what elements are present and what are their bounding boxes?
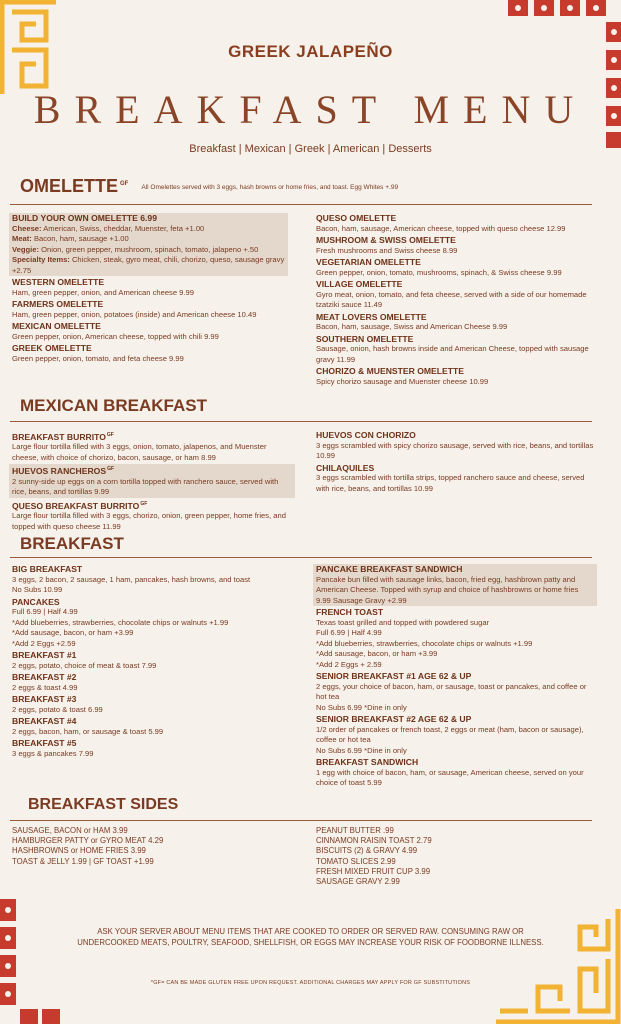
menu-item-name: MUSHROOM & SWISS OMELETTE: [316, 235, 456, 245]
breakfast-heading: BREAKFAST: [20, 534, 124, 553]
menu-item-description: Sausage, onion, hash browns inside and American Cheese, topped with sausage gravy 11.99: [316, 344, 589, 364]
menu-item-option: [12, 234, 285, 245]
menu-item-description: Green pepper, onion, tomato, mushrooms, spinach, & Swiss cheese 9.99: [316, 267, 562, 277]
menu-item-description: Large flour tortilla filled with 3 eggs, onion, tomato, jalapenos, and Muenster cheese, with choice of chorizo, bacon, sausage, or ham 8.99: [12, 442, 267, 462]
menu-item-description: 2 eggs, potato & toast 6.99: [12, 704, 103, 714]
menu-item: [316, 607, 594, 670]
menu-item-name: BIG BREAKFAST: [12, 564, 83, 574]
menu-title: BREAKFAST MENU: [33, 87, 588, 132]
menu-item-option: [12, 255, 285, 276]
side-item: HAMBURGER PATTY or GYRO MEAT 4.29: [12, 836, 164, 846]
menu-item-description: *Add blueberries, strawberries, chocolate chips or walnuts +1.99: [12, 617, 229, 627]
menu-item: [9, 213, 288, 276]
menu-item: [316, 235, 594, 256]
menu-item-description: No Subs 6.99 *Dine in only: [316, 745, 407, 755]
menu-item: [12, 321, 285, 342]
side-item: SAUSAGE, BACON or HAM 3.99: [12, 826, 128, 835]
side-item: FRESH MIXED FRUIT CUP 3.99: [316, 866, 431, 876]
menu-item-name: BREAKFAST #5: [12, 738, 77, 748]
menu-item-description: 3 eggs scrambled with tortilla strips, topped ranchero sauce and cheese, served with rice, beans, and tortillas 10.99: [316, 473, 585, 493]
menu-item-name: HUEVOS $RANCHEROS^{GF}$: [12, 466, 115, 477]
menu-item: [316, 714, 594, 756]
sides-divider: [10, 820, 592, 821]
menu-item-description: Full 6.99 | Half 4.99: [12, 607, 78, 616]
side-item: TOAST & JELLY 1.99 | GF TOAST +1.99: [12, 856, 154, 866]
menu-item: [12, 694, 292, 715]
menu-item: [12, 597, 292, 650]
menu-item-description: Ham, green pepper, onion, and American cheese 9.99: [12, 287, 194, 297]
side-item: TOMATO SLICES 2.99: [316, 856, 396, 866]
menu-item-name: WESTERN OMELETTE: [12, 277, 105, 287]
omelette-heading: OMELETTE $^{GF}$ All Omelettes served with 3 eggs, hash browns or home fries, and toast. Egg Whites +.99: [20, 176, 399, 196]
menu-item-description: 2 eggs, bacon, ham, or sausage & toast 5.99: [12, 726, 164, 736]
menu-item: [12, 716, 292, 737]
option-label: Meat:: [12, 234, 32, 243]
menu-item-name: SENIOR BREAKFAST #2 AGE 62 & UP: [316, 714, 472, 724]
menu-item-name: CHILAQUILES: [316, 462, 375, 473]
menu-item-description: Gyro meat, onion, tomato, and feta cheese, served with a side of our homemade tzatziki sauce 11.49: [316, 289, 587, 309]
menu-item-name: BREAKFAST #4: [12, 716, 77, 726]
menu-item: [313, 564, 597, 606]
gf-mark: GF: [140, 500, 148, 507]
menu-item-name: VILLAGE OMELETTE: [316, 279, 403, 289]
menu-item-option: [12, 245, 285, 256]
menu-item-description: Bacon, ham, sausage, Swiss and American Cheese 9.99: [316, 322, 508, 331]
menu-item: [12, 738, 292, 759]
menu-item: [12, 277, 285, 298]
menu-item-description: 2 eggs & toast 4.99: [12, 682, 78, 692]
menu-item-description: Ham, green pepper, onion, potatoes (inside) and American cheese 10.49: [12, 309, 257, 319]
breakfast-left-column: [12, 564, 292, 760]
option-label: Specialty Items:: [12, 255, 70, 264]
menu-item: [12, 343, 285, 364]
menu-item-description: *Add 2 Eggs + 2.59: [316, 659, 382, 669]
menu-item-name: BREAKFAST #3: [12, 694, 77, 704]
menu-item-name: BREAKFAST SANDWICH: [316, 757, 419, 767]
menu-item-description: 2 eggs, potato, choice of meat & toast 7.99: [12, 660, 157, 670]
menu-item: [316, 671, 594, 713]
menu-item-name: GREEK OMELETTE: [12, 343, 92, 353]
menu-item: [316, 430, 594, 462]
menu-item: [316, 463, 594, 495]
menu-item: [9, 464, 295, 497]
food-safety-notice: ASK YOUR SERVER ABOUT MENU ITEMS THAT ARE COOKED TO ORDER OR SERVED RAW. CONSUMING RAW OR UNDERCOOKED MEATS, POULTRY, SEAFOOD, SHELLFISH, OR EGGS MAY INCREASE YOUR RISK OF FOODBORNE ILLNESS.: [77, 927, 544, 947]
menu-item-description: 1/2 order of pancakes or french toast, 2 eggs or meat (ham, bacon or sausage), coffee or hot tea: [316, 724, 584, 744]
menu-item-name: FRENCH TOAST: [316, 607, 384, 617]
menu-item: [12, 430, 292, 463]
menu-item-description: Bacon, ham, sausage, American cheese, topped with queso cheese 12.99: [316, 223, 566, 233]
menu-item-name: BREAKFAST $BURRITO^{GF}$: [12, 431, 114, 442]
papel-picado-corner-bottom-left: [0, 899, 60, 1024]
menu-item-description: 2 sunny-side up eggs on a corn tortilla topped with ranchero sauce, served with rice, beans, and tortillas 9.99: [12, 476, 279, 497]
menu-item-name: CHORIZO & MUENSTER OMELETTE: [316, 366, 465, 376]
omelette-left-column: [12, 213, 285, 365]
menu-item-name: SOUTHERN OMELETTE: [316, 333, 414, 344]
menu-item-name: QUESO OMELETTE: [316, 213, 397, 223]
breakfast-divider: [10, 557, 592, 558]
mexican-heading: MEXICAN BREAKFAST: [20, 396, 208, 415]
mexican-divider: [10, 421, 592, 422]
menu-item: [12, 299, 285, 320]
omelette-divider: [10, 204, 592, 205]
menu-item: [12, 564, 292, 596]
sides-left-column: [12, 826, 292, 867]
menu-item-name: MEAT LOVERS OMELETTE: [316, 311, 427, 322]
option-text: Onion, green pepper, mushroom, spinach, tomato, jalapeno +.50: [39, 244, 259, 254]
menu-item-name: PANCAKES: [12, 596, 60, 607]
omelette-note: All Omelettes served with 3 eggs, hash browns or home fries, and toast. Egg Whites +.99: [141, 183, 399, 191]
option-text: Chicken, steak, gyro meat, chili, chorizo, queso, sausage gravy +2.75: [12, 255, 285, 275]
menu-item: [316, 312, 594, 333]
menu-item-name: VEGETARIAN OMELETTE: [316, 257, 421, 267]
menu-item-description: No Subs 10.99: [12, 585, 63, 594]
menu-item-description: *Add 2 Eggs +2.59: [12, 638, 76, 648]
menu-item-name: FARMERS OMELETTE: [12, 299, 104, 309]
menu-item-name: HUEVOS CON CHORIZO: [316, 430, 416, 440]
menu-item-name: BUILD YOUR OWN OMELETTE 6.99: [12, 213, 157, 223]
gf-mark: GF: [107, 466, 115, 473]
category-list: Breakfast | Mexican | Greek | American | Desserts: [189, 143, 432, 155]
side-item: CINNAMON RAISIN TOAST 2.79: [316, 836, 432, 846]
menu-item: [316, 279, 594, 311]
side-item: BISCUITS (2) & GRAVY 4.99: [316, 846, 418, 856]
menu-item-description: 3 eggs scrambled with spicy chorizo sausage, served with rice, beans, and tortillas 10.99: [316, 440, 594, 460]
side-item: PEANUT BUTTER .99: [316, 826, 394, 835]
menu-item: [12, 650, 292, 671]
breakfast-right-column: [316, 564, 594, 790]
menu-item-description: Large flour tortilla filled with 3 eggs, chorizo, onion, green pepper, home fries, and topped with queso cheese 11.99: [12, 511, 286, 531]
restaurant-name: GREEK JALAPEÑO: [228, 42, 393, 61]
menu-item-description: 3 eggs, 2 bacon, 2 sausage, 1 ham, pancakes, hash browns, and toast: [12, 574, 251, 584]
menu-item: [12, 672, 292, 693]
mexican-right-column: [316, 430, 594, 495]
option-text: Bacon, ham, sausage +1.00: [31, 234, 129, 243]
menu-item-description: Green pepper, onion, tomato, and feta cheese 9.99: [12, 353, 184, 363]
sides-heading: BREAKFAST SIDES: [28, 796, 179, 813]
menu-item: [316, 757, 594, 789]
gluten-free-note: *GF= CAN BE MADE GLUTEN FREE UPON REQUEST. ADDITIONAL CHARGES MAY APPLY FOR GF SUBSTITUTIONS: [150, 980, 471, 986]
menu-item-description: Pancake bun filled with sausage links, bacon, fried egg, hashbrown patty and American Cheese. Topped with syrup and choice of hashbrowns or home fries 9.99 Sausage Gravy +2.99: [316, 574, 579, 605]
menu-item-description: 3 eggs & pancakes 7.99: [12, 748, 94, 758]
menu-item-description: Green pepper, onion, American cheese, topped with chili 9.99: [12, 331, 219, 341]
menu-item-description: Fresh mushrooms and Swiss cheese 8.99: [316, 245, 458, 255]
menu-item-description: Spicy chorizo sausage and Muenster cheese 10.99: [316, 376, 489, 386]
mexican-left-column: [12, 430, 292, 533]
menu-item-name: BREAKFAST #2: [12, 672, 77, 682]
side-item: SAUSAGE GRAVY 2.99: [316, 877, 400, 887]
menu-item-description: *Add sausage, bacon, or ham +3.99: [12, 628, 134, 637]
menu-item-name: SENIOR BREAKFAST #1 AGE 62 & UP: [316, 671, 472, 681]
side-item: HASHBROWNS or HOME FRIES 3.99: [12, 846, 146, 856]
menu-item: [12, 499, 292, 532]
menu-item-description: 1 egg with choice of bacon, ham, or sausage, American cheese, served on your choice of toast 5.99: [316, 767, 584, 787]
menu-item-description: Full 6.99 | Half 4.99: [316, 628, 382, 637]
menu-item-name: BREAKFAST #1: [12, 650, 77, 660]
menu-item-description: *Add blueberries, strawberries, chocolate chips or walnuts +1.99: [316, 638, 533, 648]
gf-mark: GF: [106, 432, 114, 438]
option-label: Cheese:: [12, 223, 42, 233]
menu-item-description: Texas toast grilled and topped with powdered sugar: [316, 617, 490, 627]
option-label: Veggie:: [12, 244, 40, 254]
menu-item-description: 2 eggs, your choice of bacon, ham, or sausage, toast or pancakes, and coffee or hot tea: [316, 681, 587, 701]
menu-item-option: [12, 224, 285, 235]
menu-item: [316, 213, 594, 234]
omelette-right-column: [316, 213, 594, 388]
menu-item-name: MEXICAN OMELETTE: [12, 321, 101, 331]
sides-right-column: [316, 826, 594, 887]
menu-item: [316, 366, 594, 387]
menu-item-description: *Add sausage, bacon, or ham +3.99: [316, 649, 438, 658]
menu-item-name: PANCAKE BREAKFAST SANDWICH: [316, 564, 463, 574]
menu-item-name: QUESO BREAKFAST $BURRITO^{GF}$: [12, 500, 148, 511]
menu-item: [316, 334, 594, 366]
menu-item: [316, 257, 594, 278]
option-text: American, Swiss, cheddar, Muenster, feta +1.00: [41, 223, 205, 233]
menu-item-description: No Subs 6.99 *Dine in only: [316, 702, 407, 712]
